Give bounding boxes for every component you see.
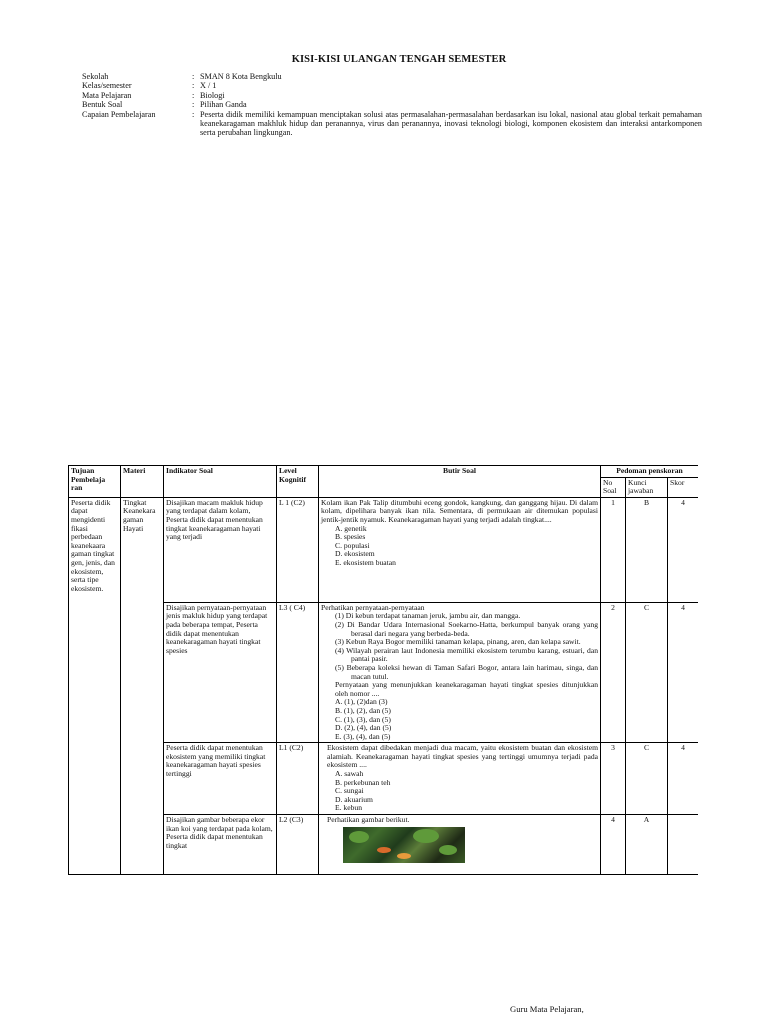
info-value: Peserta didik memiliki kemampuan menciptakan solusi atas permasalahan-permasalahan berdasarkan isu lokal, nasional atau global terkait pemahaman keanekaragaman makhluk hidup dan peranannya, virus dan peranannya, inovasi teknologi biologi, komponen ekosistem dan interaksi antarkomponen serta perubahan lingkungan. bbox=[200, 109, 702, 138]
info-value: SMAN 8 Kota Bengkulu bbox=[200, 72, 282, 81]
koi-pond-image bbox=[343, 827, 465, 863]
option: B. perkebunan teh bbox=[335, 777, 391, 787]
info-colon: : bbox=[192, 72, 195, 81]
materi-cell: Tingkat Keanekara gaman Hayati bbox=[121, 497, 164, 874]
table-row bbox=[69, 602, 699, 743]
info-value: X / 1 bbox=[200, 81, 217, 91]
header-kunci: Kunci jawaban bbox=[626, 477, 668, 497]
indikator-cell: Peserta didik dapat menentukan ekosistem yang memiliki tingkat keanekaragaman hayati spesies tertinggi bbox=[164, 743, 277, 815]
skor-cell bbox=[668, 815, 699, 875]
header-pedoman: Pedoman penskoran bbox=[601, 466, 699, 478]
info-label: Capaian Pembelajaran bbox=[82, 109, 156, 119]
statement-item: (4) Wilayah perairan laut Indonesia memiliki ekosistem terumbu karang, estuari, dan pantai pasir. bbox=[335, 645, 598, 664]
option: C. sungai bbox=[335, 786, 364, 796]
skor-cell: 4 bbox=[668, 743, 699, 815]
kunci-cell: C bbox=[626, 602, 668, 743]
level-cell: L3 ( C4) bbox=[277, 602, 319, 743]
header-indikator: Indikator Soal bbox=[164, 466, 277, 498]
option: A. (1), (2)dan (3) bbox=[335, 697, 388, 707]
statement-list bbox=[321, 612, 598, 681]
statement-item: (2) Di Bandar Udara Internasional Soekarno-Hatta, berkumpul banyak orang yang berasal dari negara yang berbeda-beda. bbox=[335, 619, 598, 638]
no-soal-cell: 4 bbox=[601, 815, 626, 875]
statement-item: (1) Di kebun terdapat tanaman jeruk, jambu air, dan mangga. bbox=[335, 611, 521, 621]
info-label: Kelas/semester bbox=[82, 81, 132, 91]
info-colon: : bbox=[192, 90, 195, 100]
table-row bbox=[69, 497, 699, 602]
skor-cell: 4 bbox=[668, 497, 699, 602]
option: D. (2), (4), dan (5) bbox=[335, 723, 392, 733]
indikator-cell: Disajikan pernyataan-pernyataan jenis makluk hidup yang terdapat pada beberapa tempat, Peserta didik dapat menentukan keanekaragaman hayati tingkat spesies bbox=[164, 602, 277, 743]
option: B. (1), (2), dan (5) bbox=[335, 705, 391, 715]
butir-soal-cell bbox=[319, 497, 601, 602]
no-soal-cell: 1 bbox=[601, 497, 626, 602]
no-soal-cell: 3 bbox=[601, 743, 626, 815]
table-row bbox=[69, 743, 699, 815]
option: A. sawah bbox=[335, 769, 364, 779]
option: C. populasi bbox=[335, 540, 370, 550]
teacher-signature-label: Guru Mata Pelajaran, bbox=[510, 1004, 584, 1014]
level-cell: L2 (C3) bbox=[277, 815, 319, 875]
info-label: Sekolah bbox=[82, 72, 109, 81]
info-colon: : bbox=[192, 81, 195, 91]
kunci-cell: B bbox=[626, 497, 668, 602]
info-label: Bentuk Soal bbox=[82, 100, 123, 110]
option: A. genetik bbox=[335, 523, 367, 533]
info-row-sekolah bbox=[82, 72, 702, 81]
info-row-capaian bbox=[82, 110, 702, 138]
kunci-cell: C bbox=[626, 743, 668, 815]
document-title: KISI-KISI ULANGAN TENGAH SEMESTER bbox=[291, 54, 507, 65]
butir-soal-cell bbox=[319, 815, 601, 875]
header-butir-soal: Butir Soal bbox=[319, 466, 601, 498]
option: C. (1), (3), dan (5) bbox=[335, 714, 391, 724]
question-text: Pernyataan yang menunjukkan keanekaragaman hayati tingkat spesies ditunjukkan oleh nomor .... bbox=[335, 680, 598, 698]
option: B. spesies bbox=[335, 532, 366, 542]
question-stem: Kolam ikan Pak Talip ditumbuhi eceng gondok, kangkung, dan ganggang hijau. Di dalam kolam, dipelihara banyak ikan nila. Sementara, di permukaan air ditemukan populasi jentik-jentik nyamuk. Keanekaragaman hayati yang terjadi adalah tingkat.... bbox=[321, 497, 598, 524]
info-label: Mata Pelajaran bbox=[82, 90, 132, 100]
info-block bbox=[82, 72, 702, 138]
kisi-kisi-table-wrapper bbox=[68, 465, 698, 932]
option: E. (3), (4), dan (5) bbox=[335, 731, 391, 741]
butir-soal-cell bbox=[319, 743, 601, 815]
statement-item: (5) Beberapa koleksi hewan di Taman Safari Bogor, antara lain harimau, singa, dan macan tutul. bbox=[335, 662, 598, 681]
header-no-soal: No Soal bbox=[601, 477, 626, 497]
question-stem: Perhatikan pernyataan-pernyataan bbox=[321, 602, 425, 612]
header-skor: Skor bbox=[668, 477, 699, 497]
kisi-kisi-table bbox=[68, 465, 698, 875]
kunci-cell: A bbox=[626, 815, 668, 875]
option: D. ekosistem bbox=[335, 549, 375, 559]
info-value: Pilihan Ganda bbox=[200, 100, 247, 110]
header-materi: Materi bbox=[121, 466, 164, 498]
info-value: Biologi bbox=[200, 90, 225, 100]
level-cell: L1 (C2) bbox=[277, 743, 319, 815]
question-stem: Ekosistem dapat dibedakan menjadi dua macam, yaitu ekosistem buatan dan ekosistem alamiah. Keanekaragaman hayati tingkat spesies yang tertinggi umumnya terjadi pada ekosistem .... bbox=[327, 743, 598, 770]
info-row-bentuk bbox=[82, 100, 702, 109]
table-header-row bbox=[69, 466, 699, 478]
info-row-mapel bbox=[82, 91, 702, 100]
butir-soal-cell bbox=[319, 602, 601, 743]
statement-item: (3) Kebun Raya Bogor memiliki tanaman kelapa, pinang, aren, dan kelapa sawit. bbox=[335, 637, 581, 647]
header-level: Level Kognitif bbox=[277, 466, 319, 498]
option: E. ekosistem buatan bbox=[335, 557, 396, 567]
tujuan-cell: Peserta didik dapat mengidenti fikasi perbedaan keanekaara gaman tingkat gen, jenis, dan ekosistem, serta tipe ekosistem. bbox=[69, 497, 121, 874]
skor-cell: 4 bbox=[668, 602, 699, 743]
no-soal-cell: 2 bbox=[601, 602, 626, 743]
level-cell: L 1 (C2) bbox=[277, 497, 319, 602]
header-tujuan: Tujuan Pembelaja ran bbox=[69, 466, 121, 498]
option: E. kebun bbox=[335, 803, 362, 813]
indikator-cell: Disajikan gambar beberapa ekor ikan koi yang terdapat pada kolam, Peserta didik dapat menentukan tingkat bbox=[164, 815, 277, 875]
option: D. akuarium bbox=[335, 794, 373, 804]
info-colon: : bbox=[192, 109, 195, 119]
info-colon: : bbox=[192, 100, 195, 110]
info-row-kelas bbox=[82, 81, 702, 90]
indikator-cell: Disajikan macam makluk hidup yang terdapat dalam kolam, Peserta didik dapat menentukan tingkat keanekaragaman hayati yang terjadi bbox=[164, 497, 277, 602]
table-row bbox=[69, 815, 699, 875]
question-stem: Perhatikan gambar berikut. bbox=[327, 815, 410, 825]
